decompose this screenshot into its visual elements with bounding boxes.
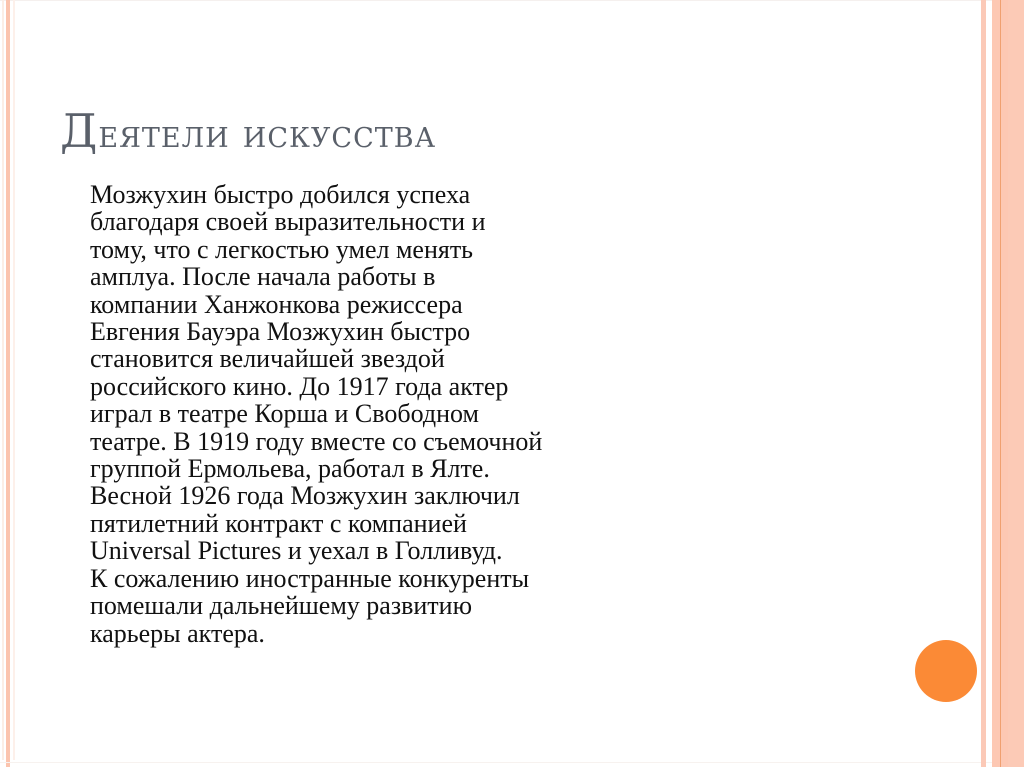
body-line: театре. В 1919 году вместе со съемочной bbox=[90, 426, 543, 456]
left-border-faint-line-inner bbox=[13, 0, 15, 760]
body-line: Весной 1926 года Мозжухин заключил bbox=[90, 481, 520, 511]
body-line: становится величайшей звездой bbox=[90, 344, 445, 374]
right-border-band-inner bbox=[1008, 0, 1024, 767]
body-line: российского кино. До 1917 года актер bbox=[90, 371, 509, 401]
left-border-stripe bbox=[6, 0, 10, 767]
right-border-orange-line bbox=[1000, 0, 1001, 767]
slide-title bbox=[60, 104, 436, 158]
slide-title-initial: Д bbox=[60, 104, 99, 158]
body-line: помешали дальнейшему развитию bbox=[90, 591, 473, 621]
body-line: карьеры актера. bbox=[90, 618, 265, 648]
slide-title-rest: еятели искусства bbox=[98, 112, 437, 156]
body-line: играл в театре Корша и Свободном bbox=[90, 399, 479, 429]
left-border-faint-line bbox=[2, 0, 4, 760]
body-line: пятилетний контракт с компанией bbox=[90, 508, 467, 538]
body-line: амплуа. После начала работы в bbox=[90, 262, 436, 292]
body-line: Universal Pictures и уехал в Голливуд. bbox=[90, 536, 503, 566]
bottom-border-line bbox=[0, 762, 1024, 763]
top-border-line bbox=[0, 0, 1024, 1]
body-line: группой Ермольева, работал в Ялте. bbox=[90, 454, 490, 484]
right-border-stripe bbox=[981, 0, 986, 767]
slide-body-text bbox=[90, 181, 690, 647]
body-line: благодаря своей выразительности и bbox=[90, 207, 486, 237]
body-line: Евгения Бауэра Мозжухин быстро bbox=[90, 317, 471, 347]
decorative-orange-circle-icon bbox=[915, 640, 977, 702]
body-line: компании Ханжонкова режиссера bbox=[90, 289, 463, 319]
body-line: К сожалению иностранные конкуренты bbox=[90, 563, 530, 593]
body-line: Мозжухин быстро добился успеха bbox=[90, 180, 471, 209]
body-line: тому, что с легкостью умел менять bbox=[90, 234, 474, 264]
